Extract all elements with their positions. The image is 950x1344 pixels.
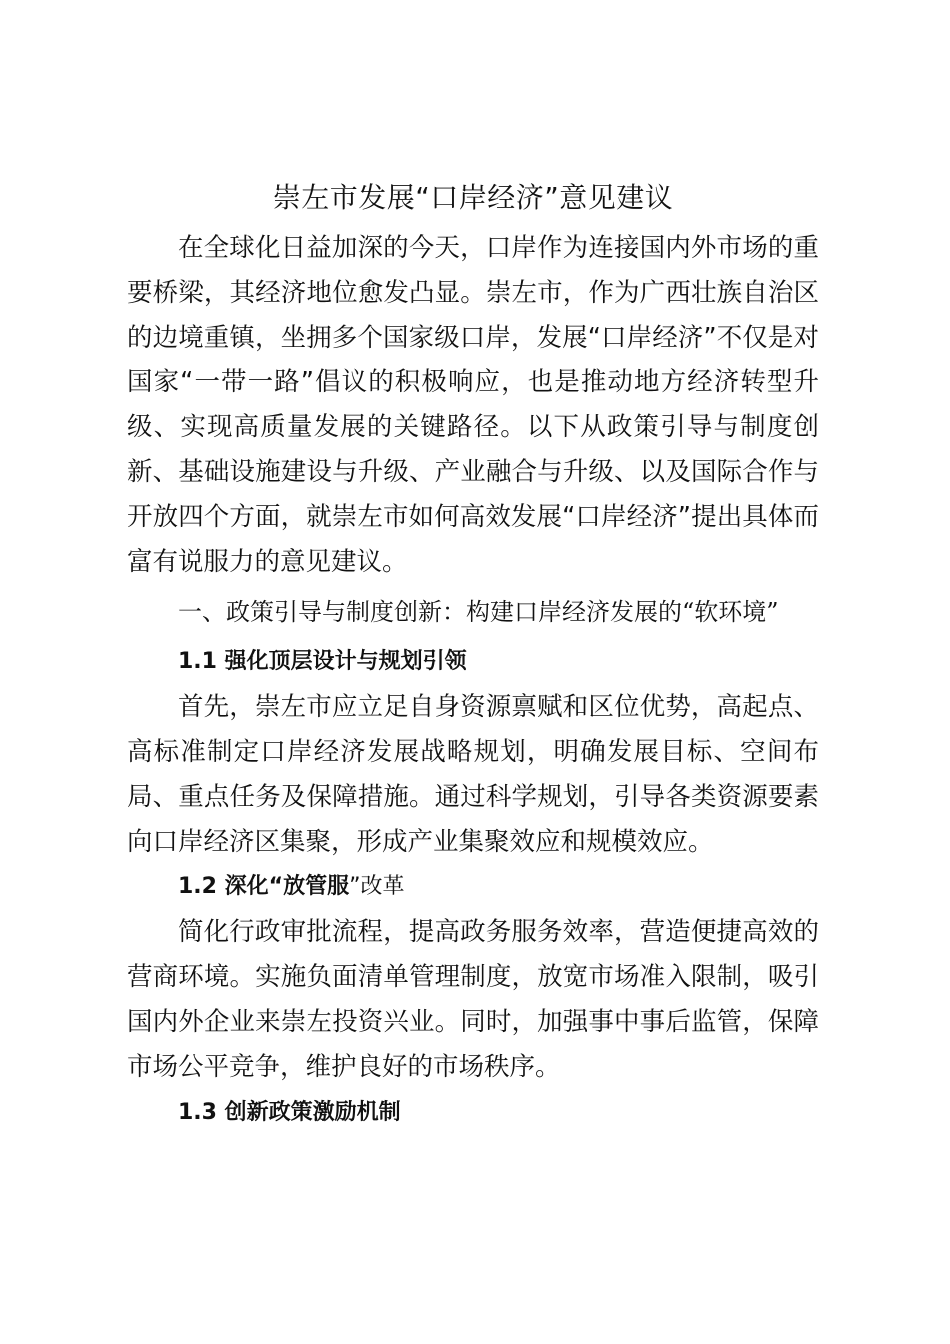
section-heading-1: 一、政策引导与制度创新：构建口岸经济发展的“软环境” [178, 598, 779, 627]
subsection-heading-1-2-tail: ”改革 [349, 874, 405, 900]
subsection-body-1-1: 首先，崇左市应立足自身资源禀赋和区位优势，高起点、高标准制定口岸经济发展战略规划，明确发展目标、空间布局、重点任务及保障措施。通过科学规划，引导各类资源要素向口岸经济区集聚，形成产业集聚效应和规模效应。 [127, 692, 819, 857]
document-page [127, 170, 819, 1136]
subsection-heading-1-2 [127, 864, 819, 910]
intro-paragraph: 在全球化日益加深的今天，口岸作为连接国内外市场的重要桥梁，其经济地位愈发凸显。崇左市，作为广西壮族自治区的边境重镇，坐拥多个国家级口岸，发展“口岸经济”不仅是对国家“一带一路”倡议的积极响应，也是推动地方经济转型升级、实现高质量发展的关键路径。以下从政策引导与制度创新、基础设施建设与升级、产业融合与升级、以及国际合作与开放四个方面，就崇左市如何高效发展“口岸经济”提出具体而富有说服力的意见建议。 [127, 233, 819, 577]
subsection-heading-1-3: 1.3 创新政策激励机制 [178, 1099, 401, 1125]
subsection-heading-1-1: 1.1 强化顶层设计与规划引领 [178, 649, 467, 675]
document-title: 崇左市发展“口岸经济”意见建议 [272, 181, 674, 214]
subsection-heading-1-2-bold: 1.2 深化“放管服 [178, 874, 350, 900]
subsection-body-1-2: 简化行政审批流程，提高政务服务效率，营造便捷高效的营商环境。实施负面清单管理制度，放宽市场准入限制，吸引国内外企业来崇左投资兴业。同时，加强事中事后监管，保障市场公平竞争，维护良好的市场秩序。 [127, 917, 819, 1082]
